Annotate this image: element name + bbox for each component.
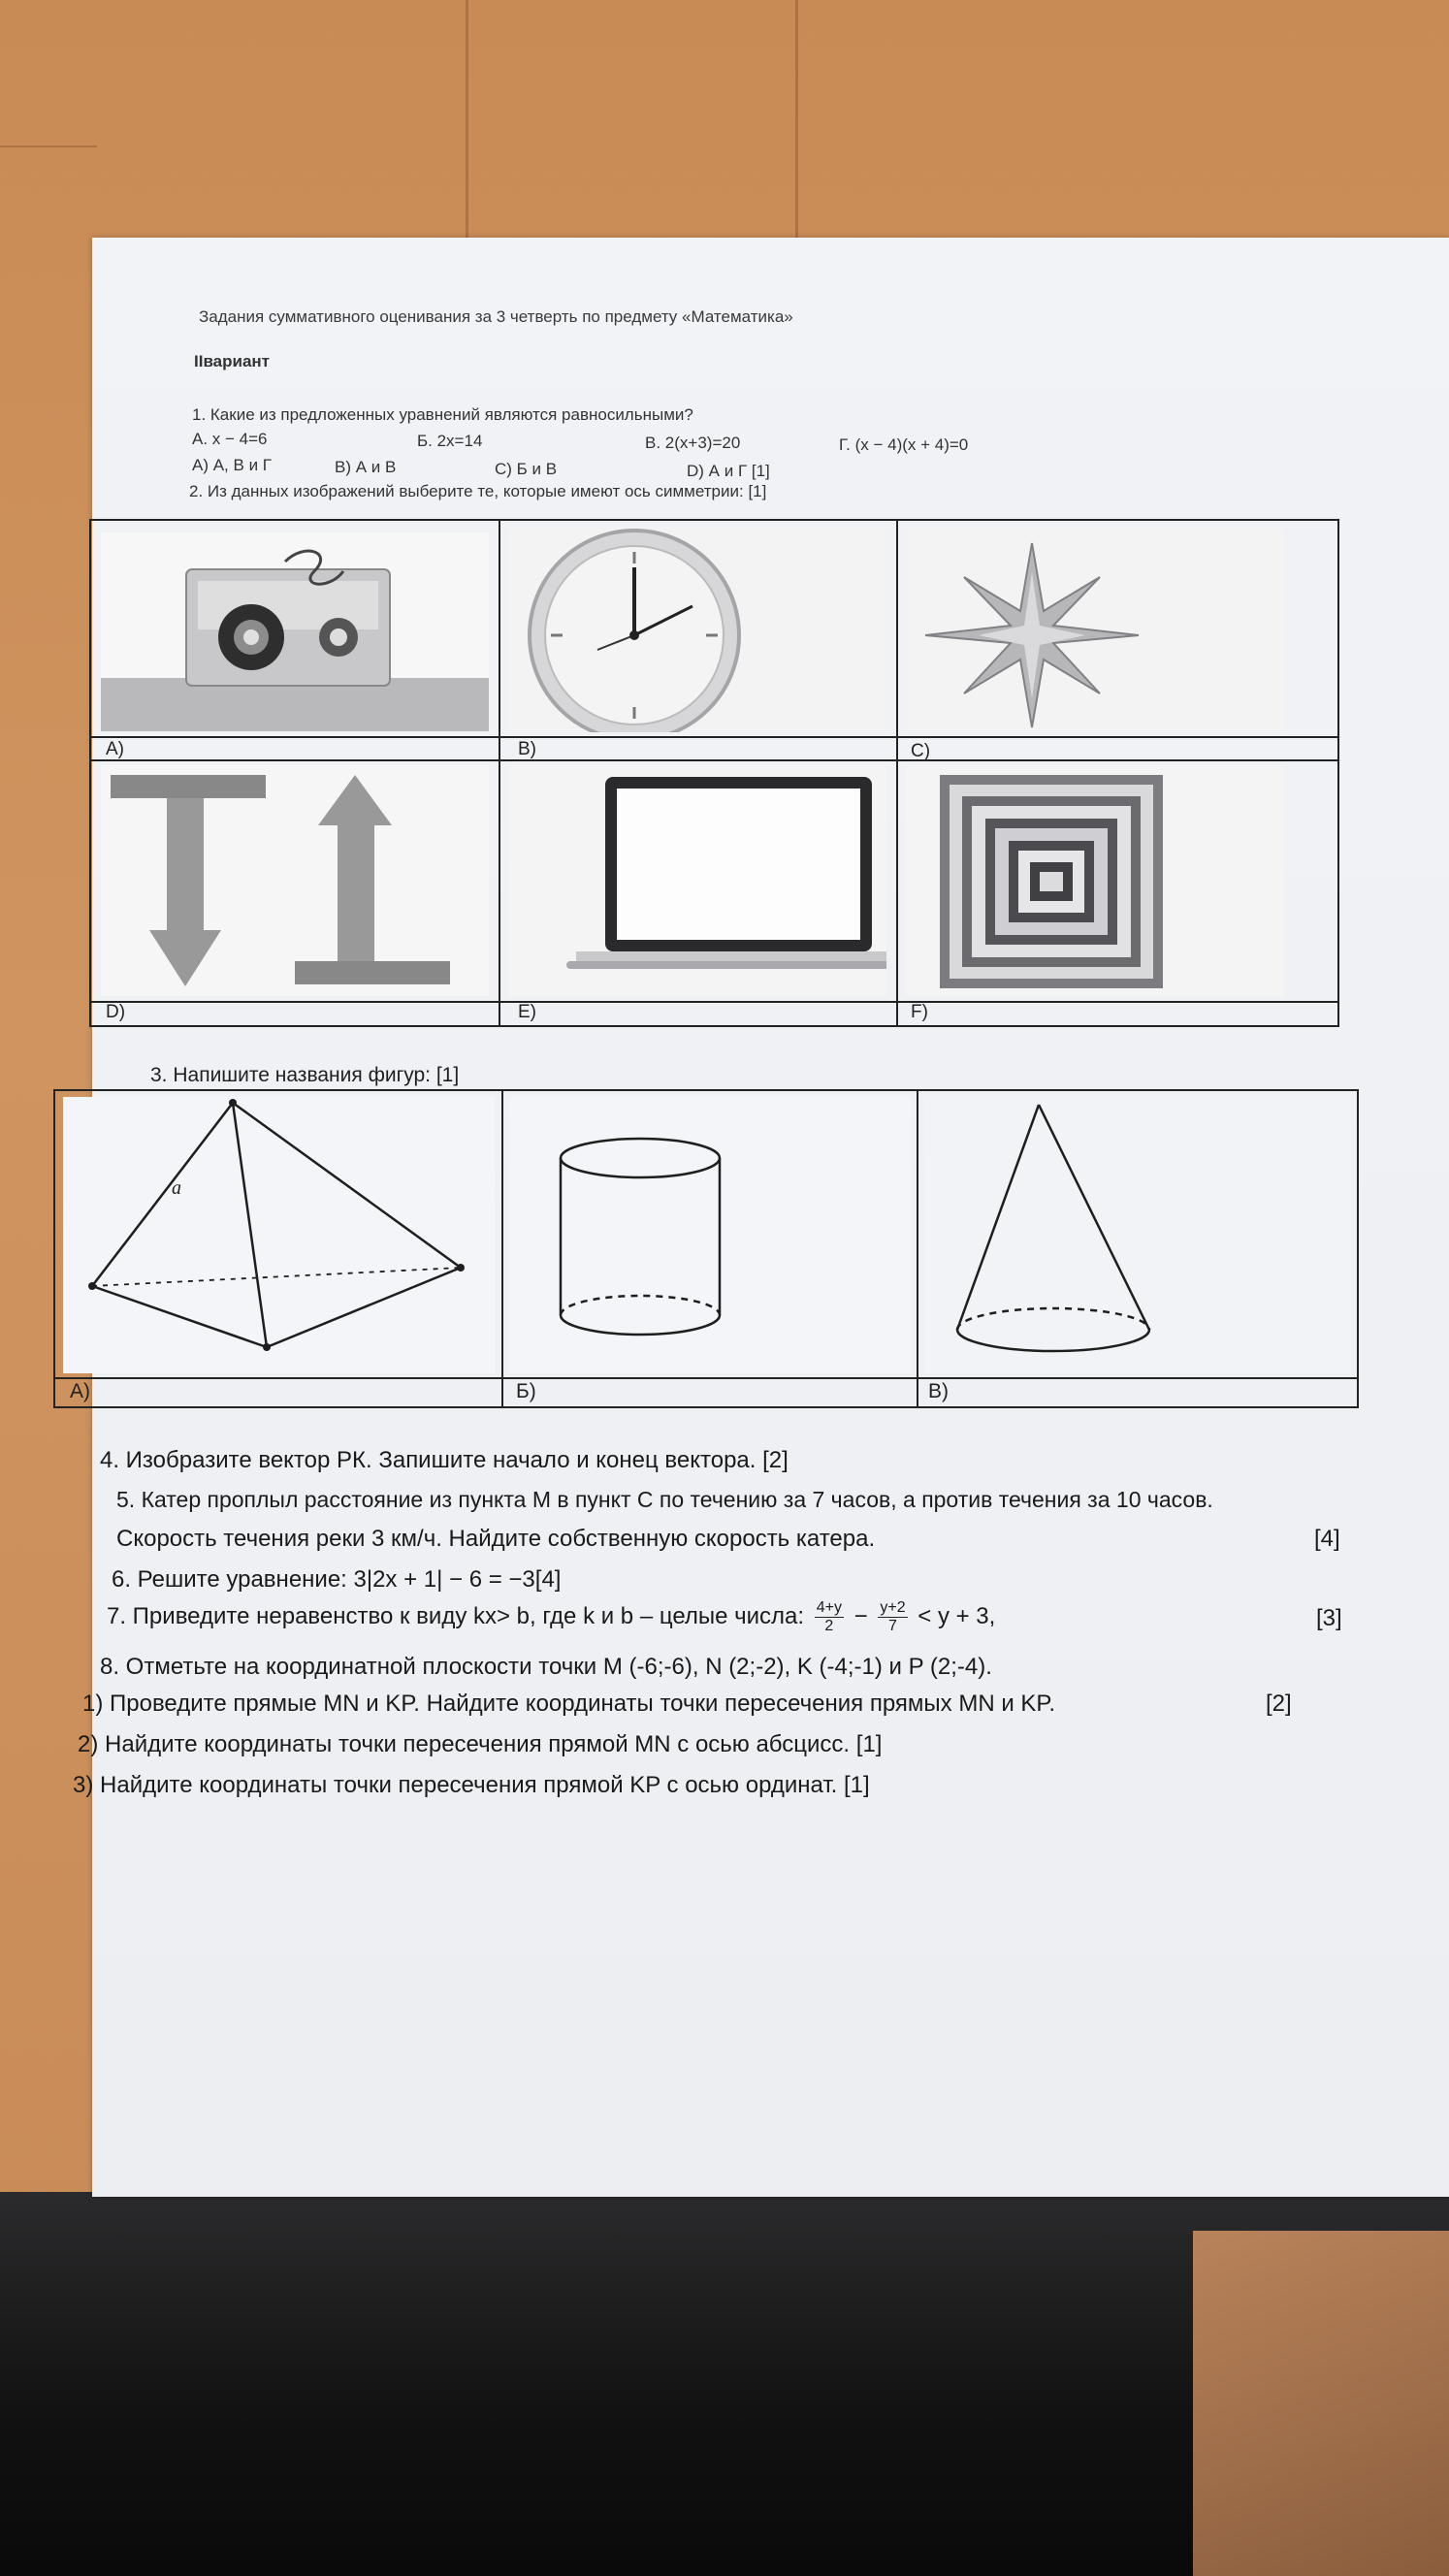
figure-label-v: В): [928, 1380, 949, 1402]
task-7-minus: −: [853, 1602, 868, 1629]
option-d: D) А и Г [1]: [687, 462, 770, 480]
cone-icon: [924, 1097, 1351, 1373]
table-divider: [91, 736, 1337, 738]
option-b: В) А и В: [335, 458, 397, 476]
task-5-score: [4]: [1314, 1526, 1340, 1552]
table-divider: [501, 1091, 503, 1406]
clock-icon: [508, 529, 886, 732]
star-icon: [906, 529, 1284, 732]
equation-a: А. x − 4=6: [192, 430, 268, 448]
table-divider: [91, 759, 1337, 761]
table-divider: [91, 1001, 1337, 1003]
question-3: 3. Напишите названия фигур: [1]: [150, 1064, 460, 1086]
table-corner: [1193, 2231, 1449, 2576]
symmetry-table: [89, 519, 1339, 1027]
image-label-c: C): [911, 741, 931, 761]
wood-seam: [466, 0, 468, 242]
task-8-1: 1) Проведите прямые MN и KP. Найдите координаты точки пересечения прямых MN и KP.: [82, 1690, 1055, 1717]
task-8-1-score: [2]: [1266, 1690, 1292, 1717]
task-7: [107, 1599, 995, 1635]
fraction-2-denominator: 7: [888, 1618, 897, 1634]
worksheet-paper: [70, 238, 1449, 2197]
variant-label: IIвариант: [194, 352, 271, 370]
table-divider: [896, 521, 898, 1025]
task-7-text: 7. Приведите неравенство к виду kx> b, где k и b – целые числа:: [107, 1602, 805, 1629]
task-4: 4. Изобразите вектор РК. Запишите начало и конец вектора. [2]: [100, 1447, 789, 1473]
task-8: 8. Отметьте на координатной плоскости точки M (-6;-6), N (2;-2), K (-4;-1) и P (2;-4).: [100, 1654, 992, 1680]
wood-seam: [0, 145, 97, 147]
worksheet-title: Задания суммативного оценивания за 3 четверть по предмету «Математика»: [199, 307, 793, 326]
arrows-icon: [101, 765, 489, 996]
pyramid-edge-label: a: [172, 1177, 181, 1199]
figure-label-a: A): [70, 1380, 90, 1402]
image-label-d: D): [106, 1002, 126, 1022]
image-label-e: E): [518, 1002, 536, 1022]
cassette-icon: [101, 532, 489, 731]
wood-seam: [795, 0, 798, 242]
question-2: 2. Из данных изображений выберите те, которые имеют ось симметрии: [1]: [189, 482, 767, 500]
option-c: С) Б и В: [495, 460, 558, 478]
fraction-2-numerator: y+2: [880, 1599, 906, 1616]
task-8-3: 3) Найдите координаты точки пересечения прямой KP с осью ординат. [1]: [73, 1772, 870, 1798]
fraction-1-denominator: 2: [824, 1618, 834, 1634]
table-divider: [55, 1377, 1357, 1379]
image-label-b: B): [518, 739, 536, 759]
image-label-f: F): [911, 1002, 928, 1022]
task-5-line-1: 5. Катер проплыл расстояние из пункта М в пункт С по течению за 7 часов, а против течения за 10 часов.: [116, 1487, 1213, 1512]
task-6: 6. Решите уравнение: 3|2x + 1| − 6 = −3[4]: [112, 1566, 562, 1593]
square-pattern-icon: [906, 765, 1284, 996]
laptop-icon: [508, 765, 886, 996]
task-5-line-2: Скорость течения реки 3 км/ч. Найдите собственную скорость катера.: [116, 1526, 876, 1552]
figures-table: [53, 1089, 1359, 1408]
task-8-2: 2) Найдите координаты точки пересечения прямой MN с осью абсцисс. [1]: [78, 1731, 883, 1757]
pyramid-icon: [63, 1097, 495, 1373]
image-label-a: A): [106, 739, 124, 759]
table-divider: [499, 521, 500, 1025]
figure-label-b: Б): [516, 1380, 536, 1402]
question-1: 1. Какие из предложенных уравнений являются равносильными?: [192, 405, 693, 424]
equation-b: Б. 2x=14: [417, 432, 483, 450]
equation-g: Г. (x − 4)(x + 4)=0: [839, 435, 969, 454]
fraction-1: [815, 1599, 844, 1635]
cylinder-icon: [509, 1097, 911, 1373]
option-a: А) А, В и Г: [192, 456, 272, 474]
task-7-score: [3]: [1316, 1605, 1342, 1631]
equation-v: В. 2(x+3)=20: [645, 434, 741, 452]
fraction-1-numerator: 4+y: [816, 1599, 842, 1616]
fraction-2: [878, 1599, 907, 1635]
task-7-tail: < y + 3,: [918, 1602, 996, 1629]
table-divider: [917, 1091, 918, 1406]
